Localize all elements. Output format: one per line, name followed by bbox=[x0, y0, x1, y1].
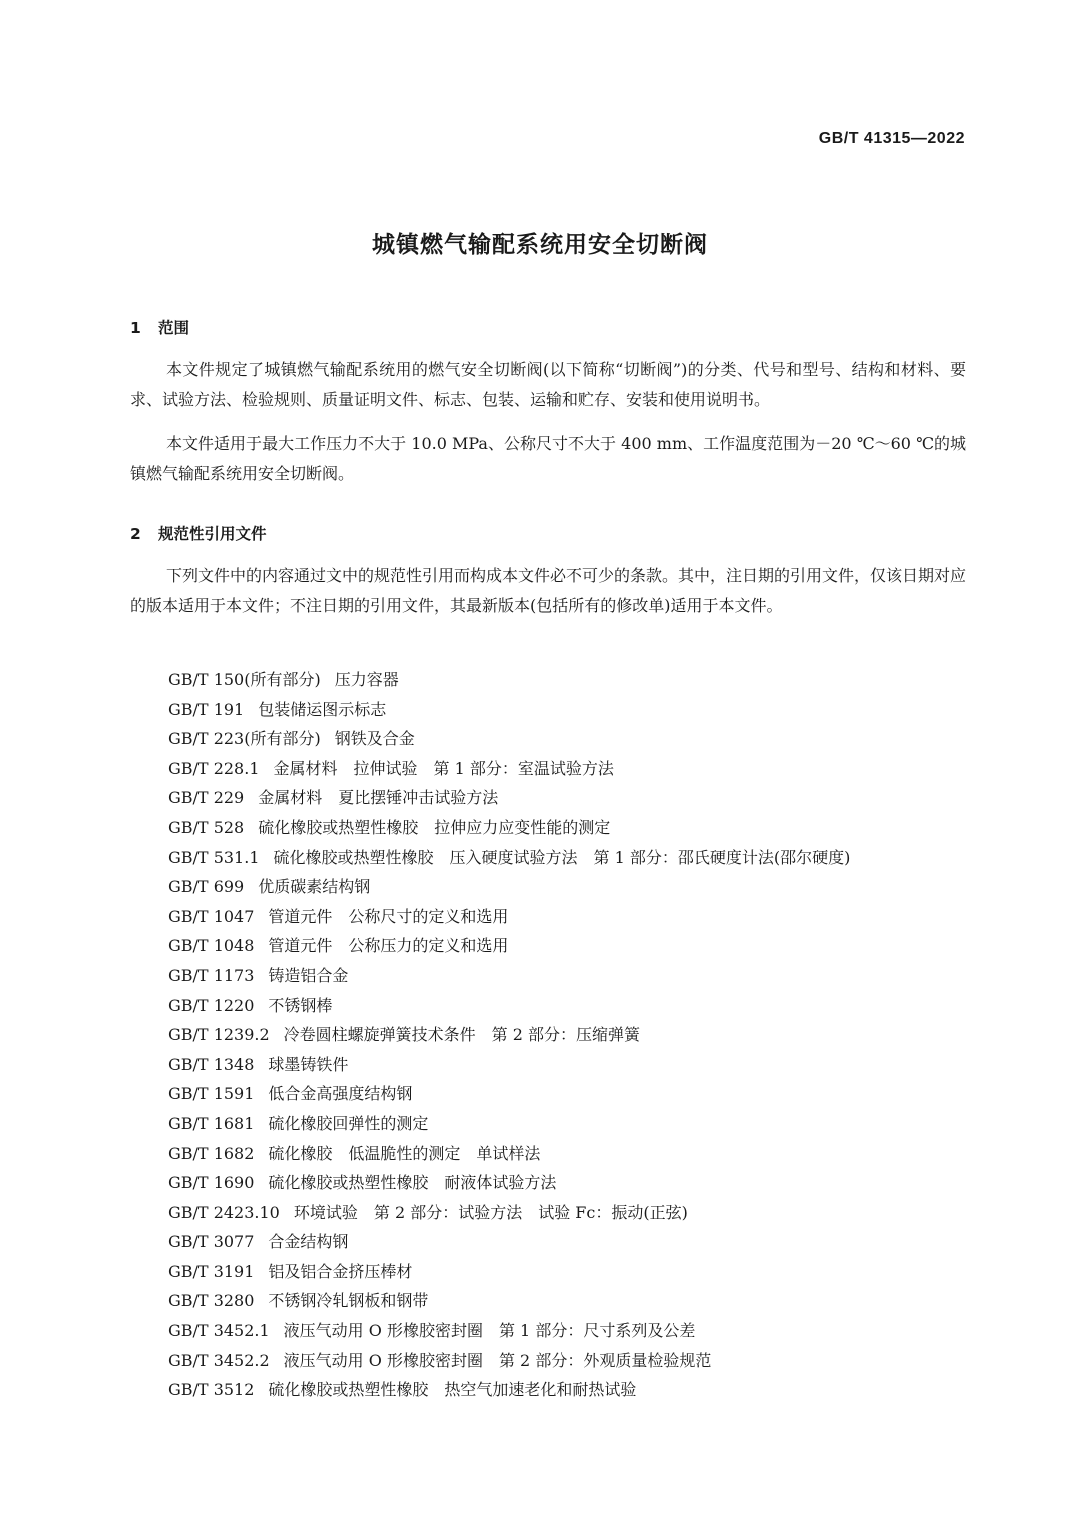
reference-item bbox=[168, 843, 850, 873]
reference-code: GB/T 1048 bbox=[168, 936, 255, 956]
section-2-title: 规范性引用文件 bbox=[158, 525, 267, 543]
reference-code: GB/T 1239.2 bbox=[168, 1025, 270, 1045]
reference-title: 金属材料 夏比摆锤冲击试验方法 bbox=[258, 788, 499, 808]
section-2-number: 2 bbox=[130, 525, 141, 543]
reference-item bbox=[168, 1020, 850, 1050]
reference-item bbox=[168, 1168, 850, 1198]
reference-title: 硫化橡胶或热塑性橡胶 耐液体试验方法 bbox=[268, 1173, 557, 1193]
scope-paragraph-1: 本文件规定了城镇燃气输配系统用的燃气安全切断阀(以下简称“切断阀”)的分类、代号和型号、结构和材料、要求、试验方法、检验规则、质量证明文件、标志、包装、运输和贮存、安装和使用说明书。 bbox=[130, 360, 966, 409]
reference-title: 压力容器 bbox=[334, 670, 399, 689]
reference-code: GB/T 3280 bbox=[168, 1291, 255, 1311]
section-1-heading bbox=[130, 316, 189, 338]
reference-title: 硫化橡胶或热塑性橡胶 压入硬度试验方法 第 1 部分：邵氏硬度计法(邵尔硬度) bbox=[273, 847, 851, 867]
document-title: 城镇燃气输配系统用安全切断阀 bbox=[372, 232, 708, 258]
reference-item bbox=[168, 872, 850, 902]
reference-title: 环境试验 第 2 部分：试验方法 试验 Fc：振动(正弦) bbox=[293, 1202, 688, 1222]
standard-code: GB/T 41315—2022 bbox=[818, 130, 965, 147]
reference-code: GB/T 1681 bbox=[168, 1113, 255, 1133]
section-1-number: 1 bbox=[130, 319, 141, 337]
reference-code: GB/T 3452.1 bbox=[168, 1321, 270, 1341]
reference-code: GB/T 3512 bbox=[168, 1380, 255, 1400]
reference-code: GB/T 1682 bbox=[168, 1143, 255, 1163]
reference-title: 优质碳素结构钢 bbox=[258, 877, 371, 897]
section-2-heading bbox=[130, 522, 267, 544]
reference-title: 金属材料 拉伸试验 第 1 部分：室温试验方法 bbox=[273, 758, 614, 778]
reference-item bbox=[168, 931, 850, 961]
reference-code: GB/T 3191 bbox=[168, 1261, 255, 1281]
normative-references-intro: 下列文件中的内容通过文中的规范性引用而构成本文件必不可少的条款。其中，注日期的引用文件，仅该日期对应的版本适用于本文件；不注日期的引用文件，其最新版本(包括所有的修改单)适用于本文件。 bbox=[130, 566, 967, 615]
reference-item bbox=[168, 1257, 850, 1287]
reference-item bbox=[168, 665, 850, 695]
reference-title: 硫化橡胶 低温脆性的测定 单试样法 bbox=[268, 1143, 541, 1163]
reference-item bbox=[168, 1286, 850, 1316]
reference-item bbox=[168, 1227, 850, 1257]
reference-item bbox=[168, 754, 850, 784]
reference-code: GB/T 1220 bbox=[168, 995, 255, 1015]
reference-item bbox=[168, 724, 850, 754]
reference-code: GB/T 191 bbox=[168, 699, 245, 719]
reference-item bbox=[168, 991, 850, 1021]
reference-item bbox=[168, 1079, 850, 1109]
reference-item bbox=[168, 695, 850, 725]
reference-code: GB/T 531.1 bbox=[168, 847, 260, 867]
reference-title: 包装储运图示标志 bbox=[258, 699, 387, 719]
reference-title: 管道元件 公称尺寸的定义和选用 bbox=[268, 906, 509, 926]
reference-title: 低合金高强度结构钢 bbox=[268, 1084, 413, 1104]
reference-code: GB/T 150(所有部分) bbox=[168, 670, 321, 689]
reference-item bbox=[168, 783, 850, 813]
reference-code: GB/T 2423.10 bbox=[168, 1202, 280, 1222]
reference-code: GB/T 1690 bbox=[168, 1173, 255, 1193]
reference-code: GB/T 229 bbox=[168, 788, 245, 808]
reference-item bbox=[168, 1109, 850, 1139]
reference-item bbox=[168, 961, 850, 991]
reference-code: GB/T 3077 bbox=[168, 1232, 255, 1252]
scope-paragraph-2: 本文件适用于最大工作压力不大于 10.0 MPa、公称尺寸不大于 400 mm、工作温度范围为－20 ℃～60 ℃的城镇燃气输配系统用安全切断阀。 bbox=[130, 434, 966, 483]
reference-item bbox=[168, 1316, 850, 1346]
reference-code: GB/T 1173 bbox=[168, 965, 255, 985]
reference-item bbox=[168, 1346, 850, 1376]
reference-item bbox=[168, 813, 850, 843]
reference-code: GB/T 699 bbox=[168, 877, 245, 897]
reference-item bbox=[168, 902, 850, 932]
reference-item bbox=[168, 1198, 850, 1228]
reference-item bbox=[168, 1050, 850, 1080]
reference-title: 不锈钢棒 bbox=[268, 995, 333, 1015]
reference-title: 铝及铝合金挤压棒材 bbox=[268, 1261, 413, 1281]
reference-title: 硫化橡胶或热塑性橡胶 拉伸应力应变性能的测定 bbox=[258, 817, 611, 837]
reference-code: GB/T 3452.2 bbox=[168, 1350, 270, 1370]
reference-title: 合金结构钢 bbox=[268, 1232, 349, 1252]
reference-item bbox=[168, 1139, 850, 1169]
reference-title: 冷卷圆柱螺旋弹簧技术条件 第 2 部分：压缩弹簧 bbox=[283, 1025, 641, 1045]
reference-code: GB/T 1348 bbox=[168, 1054, 255, 1074]
reference-item bbox=[168, 1375, 850, 1405]
reference-code: GB/T 223(所有部分) bbox=[168, 729, 321, 749]
reference-code: GB/T 1591 bbox=[168, 1084, 255, 1104]
reference-code: GB/T 228.1 bbox=[168, 758, 260, 778]
reference-code: GB/T 1047 bbox=[168, 906, 255, 926]
reference-code: GB/T 528 bbox=[168, 817, 245, 837]
reference-title: 硫化橡胶或热塑性橡胶 热空气加速老化和耐热试验 bbox=[268, 1380, 637, 1400]
reference-title: 液压气动用 O 形橡胶密封圈 第 1 部分：尺寸系列及公差 bbox=[283, 1321, 696, 1341]
reference-title: 钢铁及合金 bbox=[334, 729, 415, 749]
reference-title: 球墨铸铁件 bbox=[268, 1054, 349, 1074]
reference-title: 铸造铝合金 bbox=[268, 965, 349, 985]
section-1-title: 范围 bbox=[158, 319, 190, 337]
reference-title: 硫化橡胶回弹性的测定 bbox=[268, 1113, 429, 1133]
reference-title: 不锈钢冷轧钢板和钢带 bbox=[268, 1291, 429, 1311]
reference-title: 液压气动用 O 形橡胶密封圈 第 2 部分：外观质量检验规范 bbox=[283, 1350, 712, 1370]
reference-list bbox=[168, 665, 850, 1405]
reference-title: 管道元件 公称压力的定义和选用 bbox=[268, 936, 509, 956]
